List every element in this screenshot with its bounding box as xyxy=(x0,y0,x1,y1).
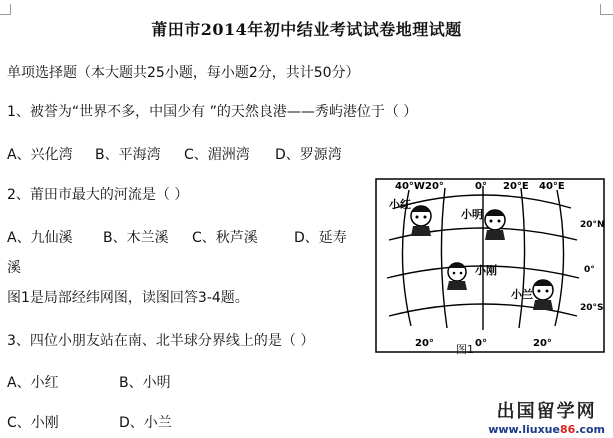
page-corner-mark-left xyxy=(0,4,11,15)
label-20-bottom-right: 20° xyxy=(533,338,552,349)
question-3-options-2 xyxy=(7,413,172,433)
label-0-top: 0° xyxy=(475,181,487,192)
watermark-url xyxy=(488,423,605,436)
figure-caption: 图1 xyxy=(456,343,474,356)
document-title: 莆田市2014年初中结业考试试卷地理试题 xyxy=(151,20,462,39)
q3-option-d: D、小兰 xyxy=(119,415,172,431)
question-3: 3、四位小朋友站在南、北半球分界线上的是（ ） xyxy=(7,333,315,349)
watermark-url-prefix: www.liuxue xyxy=(488,423,560,436)
q3-option-b: B、小明 xyxy=(119,375,171,391)
question-1: 1、被誉为“世界不多，中国少有 ”的天然良港——秀屿港位于（ ） xyxy=(7,104,418,120)
watermark-url-suffix: .com xyxy=(575,423,605,436)
graticule-map xyxy=(375,178,605,353)
watermark-brand: 出国留学网 xyxy=(496,401,597,422)
label-20e: 20°E xyxy=(503,181,529,192)
label-20n: 20°N xyxy=(580,220,605,230)
watermark-url-number: 86 xyxy=(559,423,576,436)
figure-intro: 图1是局部经纬网图，读图回答3-4题。 xyxy=(7,290,249,306)
q3-option-a: A、小红 xyxy=(7,375,59,391)
label-20w: 20° xyxy=(425,181,444,192)
section-heading: 单项选择题（本大题共25小题，每小题2分，共计50分） xyxy=(7,65,360,81)
graticule-figure xyxy=(375,178,605,353)
q1-option-d: D、罗源湾 xyxy=(275,147,342,163)
label-0-right: 0° xyxy=(584,265,595,275)
q1-option-b: B、平海湾 xyxy=(95,147,161,163)
q2-option-b: B、木兰溪 xyxy=(103,230,169,246)
question-3-options xyxy=(7,373,171,393)
label-20s: 20°S xyxy=(580,303,604,313)
label-20-bottom-left: 20° xyxy=(415,338,434,349)
label-0-bottom: 0° xyxy=(475,338,487,349)
q1-option-a: A、兴化湾 xyxy=(7,147,73,163)
q2-option-c: C、秋芦溪 xyxy=(192,230,258,246)
q2-option-a: A、九仙溪 xyxy=(7,230,73,246)
q2-option-d: D、延寿 xyxy=(294,230,347,246)
q1-option-c: C、湄洲湾 xyxy=(184,147,250,163)
question-1-options xyxy=(7,145,342,165)
question-2: 2、莆田市最大的河流是（ ） xyxy=(7,187,189,203)
label-40w: 40°W xyxy=(395,181,425,192)
question-2-options xyxy=(7,228,347,248)
kid-label-xiaoming: 小明 xyxy=(461,208,483,221)
label-40e: 40°E xyxy=(539,181,565,192)
kid-label-xiaohong: 小红 xyxy=(389,198,411,211)
q3-option-c: C、小刚 xyxy=(7,415,59,431)
question-2-option-wrap: 溪 xyxy=(7,260,21,276)
kid-label-xiaogang: 小刚 xyxy=(475,264,497,277)
kid-label-xiaolan: 小兰 xyxy=(511,288,533,301)
watermark xyxy=(488,397,605,436)
page-corner-mark-right xyxy=(600,4,613,15)
